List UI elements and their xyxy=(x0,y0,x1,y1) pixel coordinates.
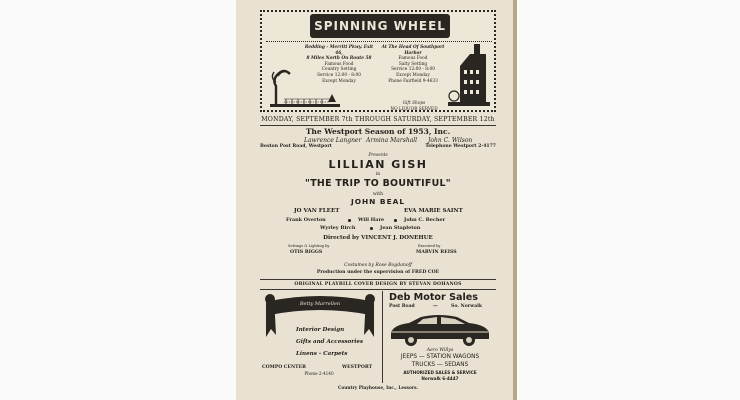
production-credit: Production under the supervision of FRED COE xyxy=(316,270,440,275)
address-right: Telephone Westport 2-4177 xyxy=(425,144,496,149)
deb-line: Norwalk 6-4447 xyxy=(421,376,459,381)
presents-label: Presents xyxy=(368,153,388,158)
deb-line: AUTHORIZED SALES & SERVICE xyxy=(403,370,477,375)
spinning-wheel-right-text xyxy=(374,45,452,84)
playbill-page xyxy=(236,0,514,400)
producer-name: Lawrence Langner xyxy=(304,137,362,144)
sw-left-line: Service 12:00 - 8:00 xyxy=(317,72,361,78)
with-label: with xyxy=(372,192,384,197)
divider xyxy=(260,279,496,280)
cast-member: John C. Becher xyxy=(404,217,446,223)
sw-left-line: Except Monday xyxy=(322,78,356,84)
sw-left-line: Famous Food xyxy=(324,61,354,67)
deb-line: TRUCKS — SEDANS xyxy=(411,362,469,368)
spinning-wheel-title: SPINNING WHEEL xyxy=(310,14,450,38)
settings-label: Settings & Lighting by xyxy=(288,244,330,248)
ad-service-line: Gifts and Accessories xyxy=(296,339,364,345)
background-left xyxy=(0,0,236,400)
sw-left-line: Redding - Merritt Pkwy. Exit 46, xyxy=(304,45,374,56)
interior-design-ad xyxy=(260,291,380,383)
costumes-credit: Costumes by Rose Bogdanoff xyxy=(344,263,412,268)
bullet-icon xyxy=(394,219,397,222)
background-right xyxy=(515,0,740,400)
car-illustration xyxy=(387,313,493,347)
cover-credit: ORIGINAL PLAYBILL COVER DESIGN BY STEVAN DOHANOS xyxy=(294,282,462,287)
deb-motor-sales-ad xyxy=(382,291,496,383)
tree-illustration xyxy=(270,66,340,108)
season-title: The Westport Season of 1953, Inc. xyxy=(305,127,451,136)
play-title: "THE TRIP TO BOUNTIFUL" xyxy=(305,178,451,189)
performance-dates: MONDAY, SEPTEMBER 7th THROUGH SATURDAY, SEPTEMBER 12th xyxy=(261,116,495,123)
executed-label: Executed by xyxy=(418,244,441,248)
sw-gift-line: Gift Shops xyxy=(402,101,426,106)
bullet-icon xyxy=(348,219,351,222)
sw-right-line: Phone Fairfield 9-4633 xyxy=(388,78,438,84)
director-credit: Directed by VINCENT J. DONEHUE xyxy=(323,235,433,241)
deb-title: Deb Motor Sales xyxy=(389,292,478,303)
cast-member: Will Hare xyxy=(358,217,385,223)
settings-name: OTIS RIGGS xyxy=(290,250,323,255)
sw-gift-line: NO LIQUOR SERVED xyxy=(390,106,438,112)
bullet-icon xyxy=(370,227,373,230)
cast-principal-left: JO VAN FLEET xyxy=(294,208,340,214)
deb-address-dash: — xyxy=(433,304,438,309)
ad-phone: Phone 2-4140 xyxy=(304,371,334,376)
location-right: WESTPORT xyxy=(341,365,372,370)
ribbon-banner-illustration xyxy=(260,291,380,343)
spinning-wheel-gift-text xyxy=(382,101,446,112)
cast-member: Wyrley Birch xyxy=(320,225,356,231)
sw-right-line: Salty Setting xyxy=(398,61,428,67)
producer-name: Armina Marshall xyxy=(366,137,418,144)
building-illustration xyxy=(446,40,492,108)
footer-credit: Country Playhouse, Inc., Lessors. xyxy=(337,386,419,391)
divider xyxy=(260,125,496,126)
sw-left-line: Country Setting xyxy=(321,67,357,73)
sw-right-line: At The Head Of Southport Harbor xyxy=(381,45,445,56)
costar-name: JOHN BEAL xyxy=(350,197,406,206)
ad-service-line: Interior Design xyxy=(296,327,345,333)
deb-address-right: So. Norwalk xyxy=(451,304,483,309)
ribbon-text: Betty Marrellen xyxy=(299,301,341,307)
deb-address-left: Post Road xyxy=(389,304,415,309)
star-name: LILLIAN GISH xyxy=(328,158,428,171)
executed-name: MARVIN REISS xyxy=(416,250,457,255)
divider xyxy=(260,289,496,290)
deb-line: JEEPS — STATION WAGONS xyxy=(400,354,480,360)
cast-principal-right: EVA MARIE SAINT xyxy=(404,208,463,214)
binding-spine xyxy=(513,0,517,400)
sw-right-line: Service 12:00 - 8:00 xyxy=(391,67,435,73)
cast-member: Frank Overton xyxy=(286,217,326,223)
spinning-wheel-ad xyxy=(260,10,496,112)
in-label: in xyxy=(375,172,381,177)
producer-name: John C. Wilson xyxy=(428,137,473,144)
address-left: Boston Post Road, Westport xyxy=(260,144,332,149)
sw-left-line: 8 Miles North On Route 58 xyxy=(306,56,372,62)
sw-right-line: Famous Food xyxy=(398,56,428,62)
sw-right-line: Except Monday xyxy=(396,72,430,78)
location-left: COMPO CENTER xyxy=(262,365,306,370)
ad-service-line: Linens - Carpets xyxy=(296,351,348,357)
deb-line: Aero Willys xyxy=(426,348,454,353)
cast-member: Jean Stapleton xyxy=(380,225,421,231)
